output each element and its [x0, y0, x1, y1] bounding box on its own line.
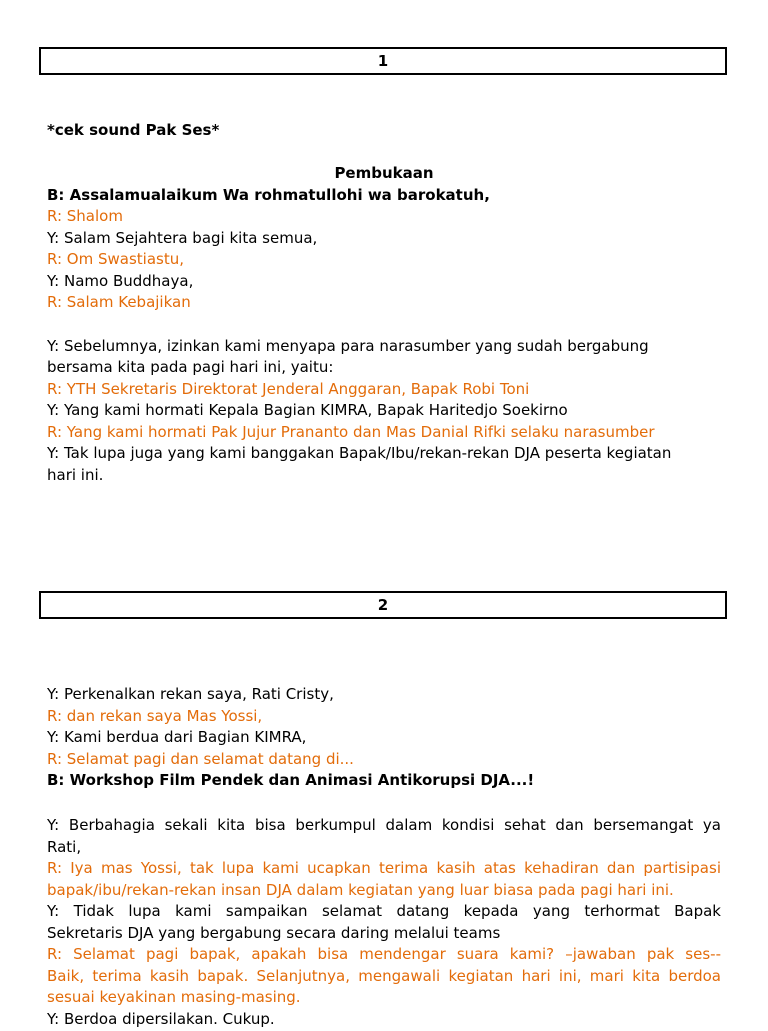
- page-number: 1: [377, 52, 389, 70]
- paragraph-line: Baik, terima kasih bapak. Selanjutnya, mengawali kegiatan hari ini, mari kita berdoa: [47, 966, 721, 985]
- greeting-line: Y: Tak lupa juga yang kami banggakan Bapak/Ibu/rekan-rekan DJA peserta kegiatan: [47, 444, 672, 462]
- script-line: B: Assalamualaikum Wa rohmatullohi wa barokatuh,: [47, 186, 490, 204]
- paragraph-line: Y: Berbahagia sekali kita bisa berkumpul dalam kondisi sehat dan bersemangat ya: [47, 816, 721, 834]
- intro-line: Y: Sebelumnya, izinkan kami menyapa para narasumber yang sudah bergabung: [47, 337, 649, 355]
- greeting-line: R: YTH Sekretaris Direktorat Jenderal Anggaran, Bapak Robi Toni: [47, 380, 530, 398]
- paragraph: [47, 858, 721, 901]
- paragraph-line: sesuai keyakinan masing-masing.: [47, 988, 301, 1006]
- script-line: Y: Berdoa dipersilakan. Cukup.: [47, 1010, 275, 1028]
- paragraph-line: bapak/ibu/rekan-rekan insan DJA dalam kegiatan yang luar biasa pada pagi hari ini.: [47, 880, 674, 899]
- script-line: R: Salam Kebajikan: [47, 293, 191, 311]
- page-number-box-1: [39, 47, 727, 75]
- paragraph: [47, 815, 721, 858]
- greeting-line: Y: Yang kami hormati Kepala Bagian KIMRA, Bapak Haritedjo Soekirno: [47, 401, 568, 419]
- script-line: Y: Perkenalkan rekan saya, Rati Cristy,: [47, 685, 334, 703]
- script-line: Y: Kami berdua dari Bagian KIMRA,: [47, 728, 307, 746]
- script-line: R: Om Swastiastu,: [47, 250, 184, 268]
- paragraph: [47, 901, 721, 944]
- paragraph-line: R: Selamat pagi bapak, apakah bisa mendengar suara kami? –jawaban pak ses--: [47, 945, 721, 963]
- greeting-line: hari ini.: [47, 466, 104, 484]
- script-line: R: Shalom: [47, 207, 123, 225]
- script-line: R: dan rekan saya Mas Yossi,: [47, 707, 263, 725]
- paragraph-line: Sekretaris DJA yang bergabung secara daring melalui teams: [47, 923, 501, 942]
- script-line: B: Workshop Film Pendek dan Animasi Antikorupsi DJA...!: [47, 771, 535, 789]
- paragraph-line: R: Iya mas Yossi, tak lupa kami ucapkan terima kasih atas kehadiran dan partisipasi: [47, 859, 721, 877]
- script-line: R: Selamat pagi dan selamat datang di...: [47, 750, 354, 768]
- paragraph: [47, 944, 721, 1009]
- section-heading: Pembukaan: [334, 164, 434, 182]
- paragraph-line: Rati,: [47, 837, 82, 856]
- paragraph-line: Y: Tidak lupa kami sampaikan selamat datang kepada yang terhormat Bapak: [47, 902, 721, 920]
- script-line: Y: Salam Sejahtera bagi kita semua,: [47, 229, 318, 247]
- script-line: Y: Namo Buddhaya,: [47, 272, 194, 290]
- page-number: 2: [377, 596, 389, 614]
- cek-sound-note: *cek sound Pak Ses*: [47, 121, 220, 139]
- intro-line: bersama kita pada pagi hari ini, yaitu:: [47, 358, 334, 376]
- page-number-box-2: [39, 591, 727, 619]
- greeting-line: R: Yang kami hormati Pak Jujur Prananto dan Mas Danial Rifki selaku narasumber: [47, 423, 655, 441]
